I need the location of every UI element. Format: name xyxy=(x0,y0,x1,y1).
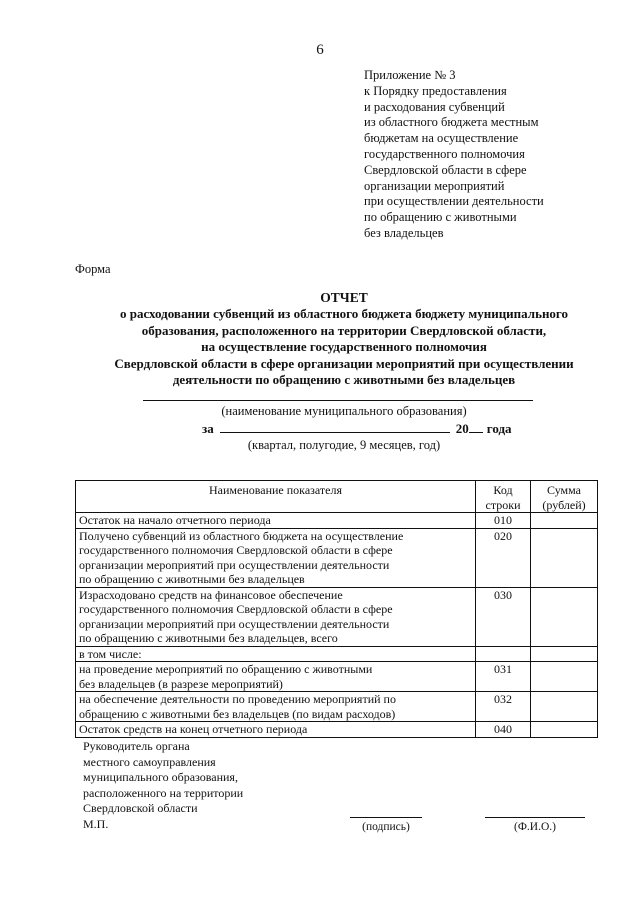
table-row xyxy=(76,692,598,722)
row-name: в том числе: xyxy=(76,646,476,662)
period-blank[interactable] xyxy=(220,421,450,433)
report-table xyxy=(75,480,598,738)
appendix-line: организации мероприятий xyxy=(364,178,505,193)
page-number: 6 xyxy=(316,42,324,58)
appendix-line: при осуществлении деятельности xyxy=(364,194,544,209)
signature-line: Руководитель органа xyxy=(83,739,190,753)
title-line: деятельности по обращению с животными без владельцев xyxy=(172,372,516,388)
period-prefix: за xyxy=(202,421,214,436)
table-row xyxy=(76,513,598,529)
appendix-line: государственного полномочия xyxy=(364,146,525,161)
appendix-line: по обращению с животными xyxy=(364,210,517,225)
report-heading: ОТЧЕТ xyxy=(320,290,368,305)
year-prefix: 20 xyxy=(455,421,469,436)
title-line: о расходовании субвенций из областного бюджета бюджету муниципального xyxy=(119,306,569,322)
row-sum-cell[interactable] xyxy=(531,722,598,738)
appendix-line: Приложение № 3 xyxy=(364,68,456,82)
signature-line: расположенного на территории xyxy=(83,785,244,800)
signature-line: муниципального образования, xyxy=(83,770,238,784)
table-row xyxy=(76,646,598,662)
table-row xyxy=(76,528,598,587)
appendix-line: Свердловской области в сфере xyxy=(364,162,527,177)
row-name: на обеспечение деятельности по проведению мероприятий по обращению с животными без владельцев (по видам расходов) xyxy=(76,692,476,722)
row-sum-cell[interactable] xyxy=(531,513,598,529)
row-sum-cell[interactable] xyxy=(531,587,598,646)
header-name: Наименование показателя xyxy=(76,481,476,513)
appendix-line: без владельцев xyxy=(364,225,444,240)
name-caption: (Ф.И.О.) xyxy=(514,821,556,833)
table-row xyxy=(76,662,598,692)
header-code: Код строки xyxy=(476,481,531,513)
signature-line: Свердловской области xyxy=(83,801,198,815)
year-blank[interactable] xyxy=(469,421,483,433)
row-name: Остаток средств на конец отчетного периода xyxy=(76,722,476,738)
row-code: 032 xyxy=(476,692,531,722)
row-sum-cell[interactable] xyxy=(531,662,598,692)
row-name: Израсходовано средств на финансовое обеспечение государственного полномочия Свердловской области в сфере организации мероприятий при осуществлении деятельности по обращению с животными без владельцев, всего xyxy=(76,587,476,646)
name-blank-line[interactable] xyxy=(485,817,585,818)
row-code: 010 xyxy=(476,513,531,529)
table-row xyxy=(76,722,598,738)
signature-caption: (подпись) xyxy=(362,821,410,833)
appendix-block xyxy=(364,68,544,242)
row-code: 031 xyxy=(476,662,531,692)
title-line: образования, расположенного на территории Свердловской области, xyxy=(141,322,547,338)
table-row xyxy=(76,587,598,646)
municipality-blank-line[interactable] xyxy=(143,400,533,401)
year-suffix: года xyxy=(486,421,512,436)
stamp-label: М.П. xyxy=(83,816,109,831)
row-code: 040 xyxy=(476,722,531,738)
signature-line: местного самоуправления xyxy=(83,754,216,769)
report-title xyxy=(60,290,628,388)
municipality-caption: (наименование муниципального образования) xyxy=(221,404,467,418)
signature-blank-line[interactable] xyxy=(350,817,422,818)
table-header-row xyxy=(76,481,598,513)
period-row xyxy=(202,421,512,437)
row-sum-cell[interactable] xyxy=(531,528,598,587)
title-line: Свердловской области в сфере организации мероприятий при осуществлении xyxy=(114,355,574,371)
appendix-line: к Порядку предоставления xyxy=(364,83,507,98)
signature-block xyxy=(83,739,243,832)
header-sum: Сумма (рублей) xyxy=(531,481,598,513)
row-code xyxy=(476,646,531,662)
appendix-line: из областного бюджета местным xyxy=(364,115,539,130)
row-sum-cell[interactable] xyxy=(531,692,598,722)
row-name: Получено субвенций из областного бюджета на осуществление государственного полномочия Свердловской области в сфере организации мероприятий при осуществлении деятельности по обращению с животными без владельцев xyxy=(76,528,476,587)
row-code: 020 xyxy=(476,528,531,587)
row-sum-cell[interactable] xyxy=(531,646,598,662)
appendix-line: бюджетам на осуществление xyxy=(364,131,519,146)
form-label: Форма xyxy=(75,262,111,276)
title-line: на осуществление государственного полномочия xyxy=(201,339,487,355)
row-code: 030 xyxy=(476,587,531,646)
appendix-line: и расходования субвенций xyxy=(364,99,505,114)
row-name: Остаток на начало отчетного периода xyxy=(76,513,476,529)
period-caption: (квартал, полугодие, 9 месяцев, год) xyxy=(247,438,441,452)
row-name: на проведение мероприятий по обращению с животными без владельцев (в разрезе мероприятий) xyxy=(76,662,476,692)
